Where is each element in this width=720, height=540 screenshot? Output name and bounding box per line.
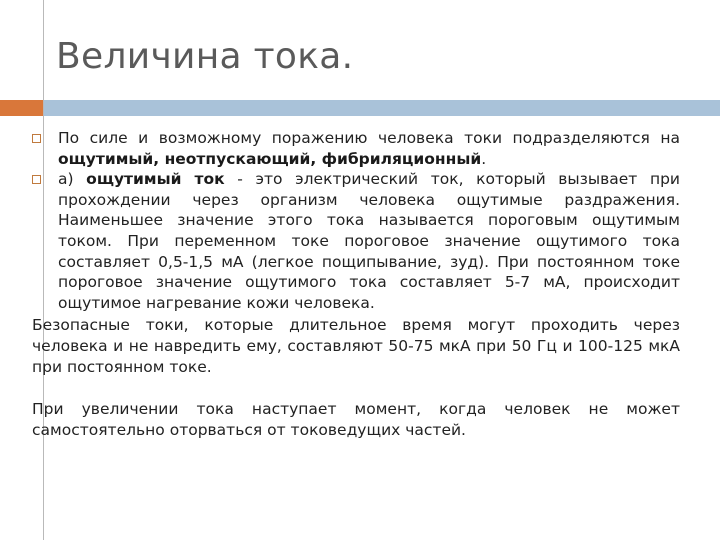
bullet-text-part: а) [58,170,87,189]
bullet-text-part: . [481,149,487,168]
bullet-bold-text: ощутимый ток [86,170,225,189]
bullet-item [32,128,680,169]
bullet-item [32,169,680,313]
bullet-text [58,169,680,313]
paragraph-current-increase: При увеличении тока наступает момент, когда человек не может самостоятельно оторваться от токоведущих частей. [32,400,680,439]
square-bullet-icon [32,134,41,143]
title-bar [44,100,720,116]
bullet-bold-text: ощутимый, неотпускающий, фибриляционный [58,149,482,168]
bullet-text [58,128,680,169]
square-bullet-icon [32,175,41,184]
slide-title: Величина тока. [56,36,354,77]
bullet-text-part: - это электрический ток, который вызывает при прохождении через организм человека ощутимые раздражения. Наименьшее значение этого тока называется пороговым ощутимым током. При переменном токе пороговое значение ощутимого тока составляет 0,5-1,5 мА (легкое пощипывание, зуд). При постоянном токе пороговое значение ощутимого тока составляет 5-7 мА, происходит ощутимое нагревание кожи человека. [58,170,680,312]
paragraph-safe-currents: Безопасные токи, которые длительное время могут проходить через человека и не навредить ему, составляют 50-75 мкА при 50 Гц и 100-125 мкА при постоянном токе. [32,316,680,376]
slide-content [32,128,680,440]
title-bar-accent [0,100,43,116]
bullet-text-part: По силе и возможному поражению человека токи подразделяются на [58,129,680,147]
